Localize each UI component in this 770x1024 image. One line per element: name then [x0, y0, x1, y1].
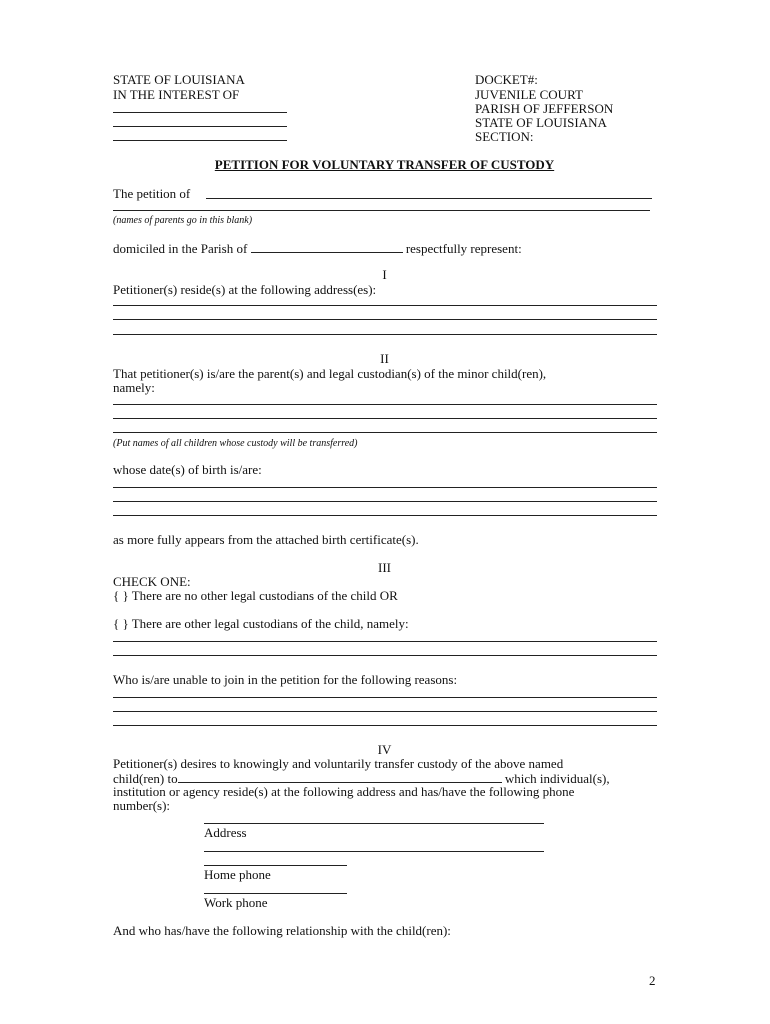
home-phone-field[interactable]	[204, 865, 347, 866]
section-4-line-1: Petitioner(s) desires to knowingly and voluntarily transfer custody of the above named	[113, 756, 564, 771]
domiciled-text	[113, 241, 522, 256]
section-2-text-line-1: That petitioner(s) is/are the parent(s) and legal custodian(s) of the minor child(ren),	[113, 366, 547, 381]
children-note: (Put names of all children whose custody will be transferred)	[113, 438, 358, 449]
dob-line-3[interactable]	[113, 515, 657, 516]
section-label: SECTION:	[475, 129, 534, 144]
reasons-line-3[interactable]	[113, 725, 657, 726]
section-1-text: Petitioner(s) reside(s) at the following address(es):	[113, 282, 377, 297]
children-name-line-2[interactable]	[113, 418, 657, 419]
reasons-line-2[interactable]	[113, 711, 657, 712]
address-line-2[interactable]	[113, 319, 657, 320]
child-name-line-3[interactable]	[113, 140, 287, 141]
docket-label: DOCKET#:	[475, 72, 538, 87]
dob-line-2[interactable]	[113, 501, 657, 502]
section-4-line-4: number(s):	[113, 798, 171, 813]
section-4-line-3: institution or agency reside(s) at the following address and has/have the following phone	[113, 784, 575, 799]
child-name-line-2[interactable]	[113, 126, 287, 127]
parents-name-line-2[interactable]	[113, 210, 650, 211]
domiciled-prefix: domiciled in the Parish of	[113, 241, 248, 256]
section-2-numeral: II	[380, 351, 389, 366]
option-other-custodians[interactable]: { } There are other legal custodians of the child, namely:	[113, 616, 409, 631]
unable-to-join-text: Who is/are unable to join in the petition for the following reasons:	[113, 672, 458, 687]
state-name: STATE OF LOUISIANA	[475, 115, 607, 130]
address-field-line-2[interactable]	[204, 851, 544, 852]
transfer-to-suffix: which individual(s),	[504, 771, 610, 786]
address-field-line-1[interactable]	[204, 823, 544, 824]
home-phone-label: Home phone	[204, 867, 271, 882]
section-3-numeral: III	[378, 560, 391, 575]
address-line-1[interactable]	[113, 305, 657, 306]
check-one-label: CHECK ONE:	[113, 574, 191, 589]
section-4-numeral: IV	[377, 742, 392, 757]
section-1-numeral: I	[382, 267, 387, 282]
relationship-text: And who has/have the following relationship with the child(ren):	[113, 923, 451, 938]
court-name: JUVENILE COURT	[475, 87, 583, 102]
other-custodians-line-2[interactable]	[113, 655, 657, 656]
child-name-line-1[interactable]	[113, 112, 287, 113]
reasons-line-1[interactable]	[113, 697, 657, 698]
dob-label: whose date(s) of birth is/are:	[113, 462, 262, 477]
address-line-3[interactable]	[113, 334, 657, 335]
work-phone-label: Work phone	[204, 895, 268, 910]
petition-of-label: The petition of	[113, 186, 191, 201]
transferee-field[interactable]	[178, 771, 502, 783]
page-number: 2	[649, 973, 656, 988]
in-the-interest-of: IN THE INTEREST OF	[113, 87, 240, 102]
option-no-other-custodians[interactable]: { } There are no other legal custodians of the child OR	[113, 588, 398, 603]
children-name-line-1[interactable]	[113, 404, 657, 405]
document-title: PETITION FOR VOLUNTARY TRANSFER OF CUSTODY	[214, 157, 555, 172]
other-custodians-line-1[interactable]	[113, 641, 657, 642]
domiciled-suffix: respectfully represent:	[405, 241, 522, 256]
parish-field[interactable]	[251, 241, 403, 253]
section-2-text-line-2: namely:	[113, 380, 155, 395]
parents-name-line-1[interactable]	[206, 198, 652, 199]
parents-note: (names of parents go in this blank)	[113, 215, 253, 226]
state-heading: STATE OF LOUISIANA	[113, 72, 245, 87]
work-phone-field[interactable]	[204, 893, 347, 894]
dob-line-1[interactable]	[113, 487, 657, 488]
parish-name: PARISH OF JEFFERSON	[475, 101, 614, 116]
birth-certificate-text: as more fully appears from the attached birth certificate(s).	[113, 532, 419, 547]
transfer-to-prefix: child(ren) to	[113, 771, 178, 786]
address-label: Address	[204, 825, 247, 840]
children-name-line-3[interactable]	[113, 432, 657, 433]
